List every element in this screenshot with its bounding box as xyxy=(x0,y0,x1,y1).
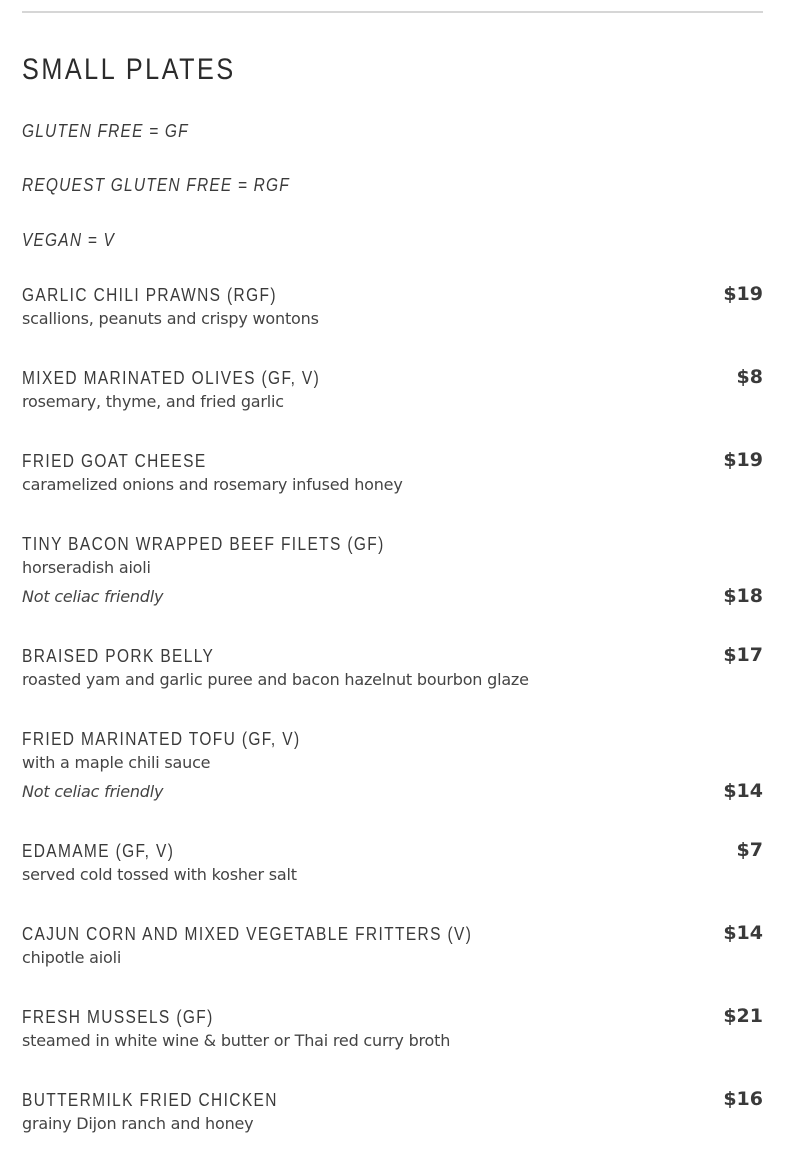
item-price: $8 xyxy=(736,366,763,388)
item-description: roasted yam and garlic puree and bacon hazelnut bourbon glaze xyxy=(22,670,529,689)
section-divider xyxy=(22,11,763,13)
legend-gluten-free: GLUTEN FREE = GF xyxy=(22,121,189,141)
item-name: TINY BACON WRAPPED BEEF FILETS (GF) xyxy=(22,534,385,554)
item-description: grainy Dijon ranch and honey xyxy=(22,1114,254,1133)
item-allergy-note: Not celiac friendly xyxy=(22,587,164,606)
item-description: scallions, peanuts and crispy wontons xyxy=(22,309,319,328)
item-price: $19 xyxy=(723,283,763,305)
item-name: BUTTERMILK FRIED CHICKEN xyxy=(22,1090,278,1110)
legend-request-gluten-free: REQUEST GLUTEN FREE = RGF xyxy=(22,175,290,195)
item-allergy-note: Not celiac friendly xyxy=(22,782,164,801)
item-name: FRESH MUSSELS (GF) xyxy=(22,1007,214,1027)
item-name: BRAISED PORK BELLY xyxy=(22,646,215,666)
item-description: chipotle aioli xyxy=(22,948,122,967)
item-name: EDAMAME (GF, V) xyxy=(22,841,175,861)
item-name: FRIED MARINATED TOFU (GF, V) xyxy=(22,729,301,749)
item-price: $18 xyxy=(723,585,763,607)
item-name: GARLIC CHILI PRAWNS (RGF) xyxy=(22,285,277,305)
item-description: steamed in white wine & butter or Thai red curry broth xyxy=(22,1031,451,1050)
item-description: served cold tossed with kosher salt xyxy=(22,865,297,884)
item-price: $21 xyxy=(723,1005,763,1027)
item-description: with a maple chili sauce xyxy=(22,753,211,772)
item-price: $19 xyxy=(723,449,763,471)
item-description: horseradish aioli xyxy=(22,558,151,577)
item-name: MIXED MARINATED OLIVES (GF, V) xyxy=(22,368,321,388)
section-title: SMALL PLATES xyxy=(22,53,236,86)
item-price: $7 xyxy=(736,839,763,861)
item-price: $17 xyxy=(723,644,763,666)
item-name: CAJUN CORN AND MIXED VEGETABLE FRITTERS (V) xyxy=(22,924,473,944)
item-description: caramelized onions and rosemary infused honey xyxy=(22,475,403,494)
item-price: $16 xyxy=(723,1088,763,1110)
item-price: $14 xyxy=(723,780,763,802)
legend-vegan: VEGAN = V xyxy=(22,230,116,250)
item-description: rosemary, thyme, and fried garlic xyxy=(22,392,284,411)
item-price: $14 xyxy=(723,922,763,944)
item-name: FRIED GOAT CHEESE xyxy=(22,451,207,471)
